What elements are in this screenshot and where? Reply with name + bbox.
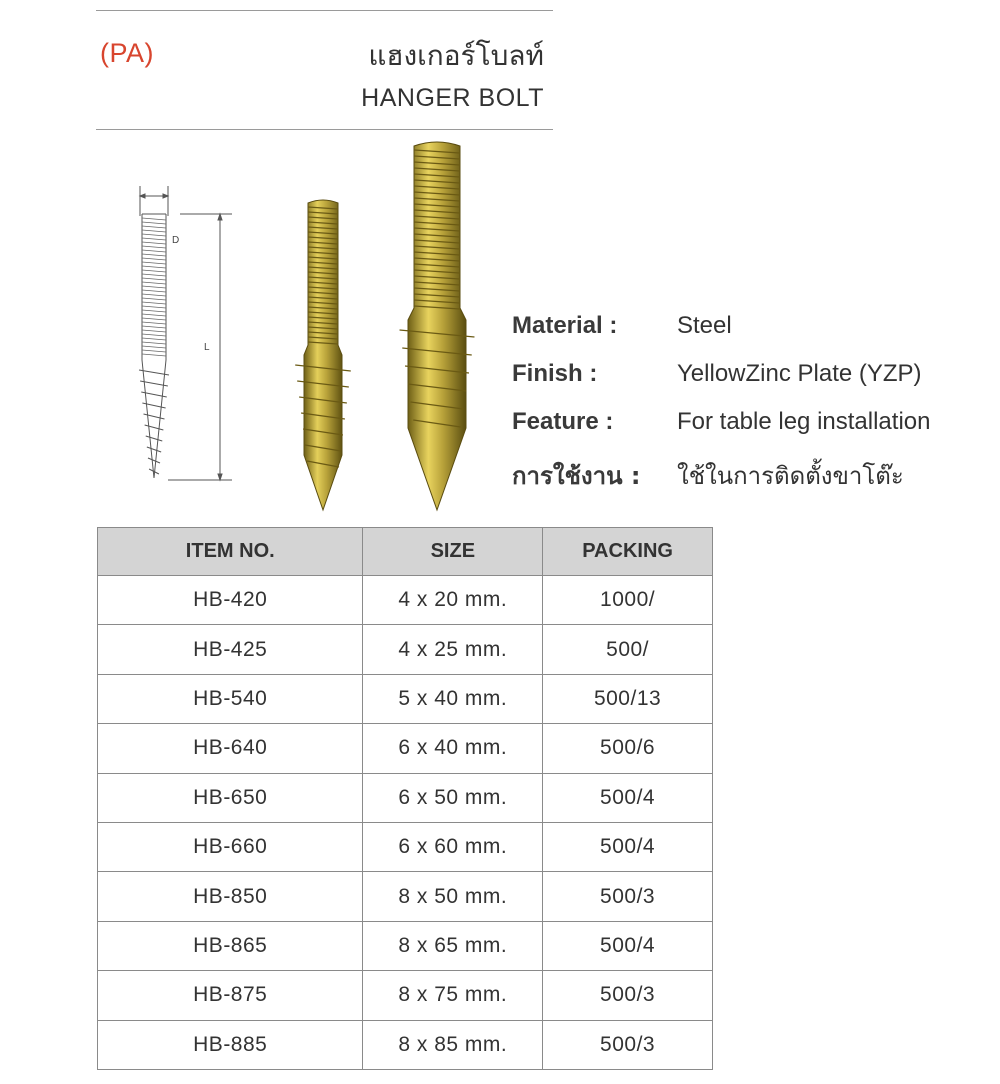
spec-label: Material : — [512, 312, 618, 339]
size-cell: 8 x 85 mm. — [363, 1020, 543, 1069]
thread-line — [142, 282, 166, 284]
thread-line — [142, 354, 166, 356]
packing-cell: 500/6 — [543, 724, 713, 773]
thread-line — [142, 314, 166, 316]
thread-line — [142, 338, 166, 340]
item-no-cell: HB-650 — [98, 773, 363, 822]
item-table — [97, 527, 713, 1070]
item-no-cell: HB-420 — [98, 576, 363, 625]
thread-line — [142, 226, 166, 228]
thread-line — [142, 334, 166, 336]
thread-line — [143, 414, 164, 419]
spec-value: Steel — [677, 312, 732, 339]
table-row — [98, 724, 713, 773]
item-no-cell: HB-425 — [98, 625, 363, 674]
thread-line — [142, 230, 166, 232]
thread-line — [147, 447, 161, 452]
thread-line — [142, 298, 166, 300]
table-row — [98, 773, 713, 822]
thread-line — [142, 222, 166, 224]
diameter-label: D — [172, 235, 180, 246]
thread-line — [142, 278, 166, 280]
size-cell: 5 x 40 mm. — [363, 674, 543, 723]
thread-line — [148, 458, 160, 463]
thread-line — [142, 270, 166, 272]
spec-label: Feature : — [512, 408, 614, 435]
thread-line — [142, 330, 166, 332]
spec-value: For table leg installation — [677, 408, 931, 435]
thread-line — [142, 326, 166, 328]
thread-line — [142, 274, 166, 276]
hanger-bolt-photo-large — [398, 138, 476, 513]
thread-line — [142, 318, 166, 320]
thread-line — [142, 290, 166, 292]
table-row — [98, 576, 713, 625]
packing-cell: 500/3 — [543, 872, 713, 921]
packing-cell: 500/ — [543, 625, 713, 674]
column-header-item-no: ITEM NO. — [98, 528, 363, 576]
spec-label: การใช้งาน : — [512, 462, 641, 490]
thread-line — [146, 436, 163, 441]
table-row — [98, 822, 713, 871]
thread-line — [142, 306, 166, 308]
thread-line — [142, 346, 166, 348]
size-cell: 6 x 50 mm. — [363, 773, 543, 822]
size-cell: 6 x 60 mm. — [363, 822, 543, 871]
thread-line — [142, 286, 166, 288]
table-row — [98, 625, 713, 674]
size-cell: 6 x 40 mm. — [363, 724, 543, 773]
product-code: (PA) — [100, 38, 154, 68]
thread-line — [142, 258, 166, 260]
packing-cell: 500/3 — [543, 1020, 713, 1069]
thread-line — [142, 342, 166, 344]
hanger-bolt-diagram — [120, 180, 250, 490]
column-header-size: SIZE — [363, 528, 543, 576]
packing-cell: 500/4 — [543, 921, 713, 970]
thread-line — [142, 350, 166, 352]
packing-cell: 500/4 — [543, 773, 713, 822]
thread-line — [142, 403, 165, 408]
packing-cell: 500/3 — [543, 971, 713, 1020]
size-cell: 4 x 20 mm. — [363, 576, 543, 625]
thread-line — [142, 246, 166, 248]
thread-line — [142, 254, 166, 256]
item-no-cell: HB-660 — [98, 822, 363, 871]
table-header-row — [98, 528, 713, 576]
thread-line — [142, 250, 166, 252]
title-english: HANGER BOLT — [361, 84, 544, 112]
thread-line — [142, 266, 166, 268]
table-row — [98, 872, 713, 921]
item-no-cell: HB-850 — [98, 872, 363, 921]
thread-line — [142, 294, 166, 296]
thread-line — [142, 310, 166, 312]
thread-line — [142, 218, 166, 220]
table-row — [98, 1020, 713, 1069]
thread-line — [142, 262, 166, 264]
thread-line — [142, 238, 166, 240]
size-cell: 8 x 75 mm. — [363, 971, 543, 1020]
table-row — [98, 674, 713, 723]
spec-value: ใช้ในการติดตั้งขาโต๊ะ — [677, 462, 904, 490]
size-cell: 8 x 65 mm. — [363, 921, 543, 970]
item-no-cell: HB-640 — [98, 724, 363, 773]
item-no-cell: HB-875 — [98, 971, 363, 1020]
item-no-cell: HB-865 — [98, 921, 363, 970]
title-thai: แฮงเกอร์โบลท์ — [368, 39, 544, 72]
top-divider — [96, 10, 553, 11]
thread-line — [142, 302, 166, 304]
packing-cell: 500/13 — [543, 674, 713, 723]
thread-line — [142, 242, 166, 244]
item-no-cell: HB-540 — [98, 674, 363, 723]
thread-line — [145, 425, 164, 430]
bottom-divider — [96, 129, 553, 130]
size-cell: 8 x 50 mm. — [363, 872, 543, 921]
table-row — [98, 971, 713, 1020]
thread-line — [142, 234, 166, 236]
packing-cell: 500/4 — [543, 822, 713, 871]
spec-value: YellowZinc Plate (YZP) — [677, 360, 922, 387]
column-header-packing: PACKING — [543, 528, 713, 576]
thread-line — [142, 322, 166, 324]
spec-label: Finish : — [512, 360, 598, 387]
item-no-cell: HB-885 — [98, 1020, 363, 1069]
length-label: L — [204, 342, 210, 353]
table-row — [98, 921, 713, 970]
packing-cell: 1000/ — [543, 576, 713, 625]
hanger-bolt-photo-small — [292, 195, 354, 515]
size-cell: 4 x 25 mm. — [363, 625, 543, 674]
